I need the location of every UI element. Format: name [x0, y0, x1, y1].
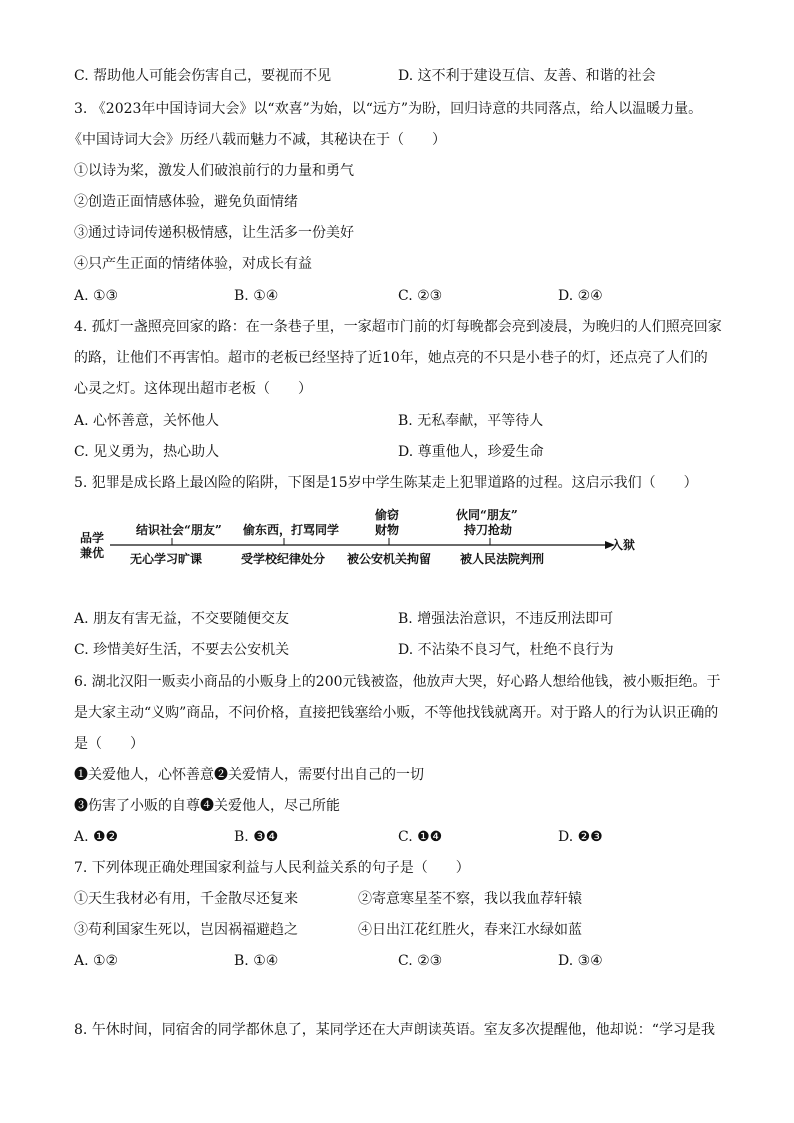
- q7-option-c: C. ②③: [398, 953, 443, 969]
- diagram-start-line1: 品学: [80, 531, 105, 545]
- q7-option-d: D. ③④: [558, 953, 603, 969]
- diagram-bottom-label-3: 被公安机关拘留: [347, 552, 432, 566]
- q4-option-a: A. 心怀善意，关怀他人: [74, 413, 220, 429]
- q5-option-b: B. 增强法治意识，不违反刑法即可: [398, 611, 614, 627]
- q5-option-c: C. 珍惜美好生活，不要去公安机关: [74, 642, 290, 658]
- q4-stem-line3: 心灵之灯。这体现出超市老板（ ）: [74, 381, 312, 397]
- q3-option-a: A. ①③: [74, 288, 119, 304]
- q8-stem-line1: 8. 午休时间，同宿舍的同学都休息了，某同学还在大声朗读英语。室友多次提醒他，他却说：“学习是我: [74, 1022, 715, 1038]
- q4-option-b: B. 无私奉献，平等待人: [398, 413, 544, 429]
- diagram-top-label-4a: 伙同“朋友”: [456, 508, 518, 522]
- q3-stem-line1: 3. 《2023年中国诗词大会》以“欢喜”为始，以“远方”为盼，回归诗意的共同落点，给人以温暖力量。: [74, 101, 703, 117]
- q4-stem-line2: 的路，让他们不再害怕。超市的老板已经坚持了近10年，她点亮的不只是小巷子的灯，还点亮了人们的: [74, 350, 708, 366]
- diagram-start-line2: 兼优: [80, 546, 105, 560]
- q3-item-4: ④只产生正面的情绪体验，对成长有益: [74, 256, 312, 272]
- q3-item-3: ③通过诗词传递积极情感，让生活多一份美好: [74, 225, 354, 241]
- diagram-top-label-2: 偷东西，打骂同学: [243, 523, 340, 537]
- q7-item-1: ①天生我材必有用，千金散尽还复来: [74, 891, 298, 907]
- diagram-end-label: 入狱: [611, 538, 636, 552]
- q6-items-line2: ❸伤害了小贩的自尊❹关爱他人，尽己所能: [74, 798, 340, 814]
- q5-option-a: A. 朋友有害无益，不交要随便交友: [74, 611, 290, 627]
- q6-option-c: C. ❶❹: [398, 829, 443, 845]
- diagram-bottom-label-4: 被人民法院判刑: [460, 552, 545, 566]
- q7-stem: 7. 下列体现正确处理国家利益与人民利益关系的句子是（ ）: [74, 860, 470, 876]
- q6-stem-line1: 6. 湖北汉阳一贩卖小商品的小贩身上的200元钱被盗，他放声大哭，好心路人想给他钱，被小贩拒绝。于: [74, 674, 721, 690]
- q5-option-d: D. 不沾染不良习气，杜绝不良行为: [398, 642, 614, 658]
- diagram-top-label-3a: 偷窃: [375, 508, 400, 522]
- q7-item-3: ③苟利国家生死以，岂因祸福避趋之: [74, 922, 298, 938]
- diagram-top-label-3b: 财物: [375, 523, 400, 537]
- q6-option-d: D. ❷❸: [558, 829, 603, 845]
- crime-path-diagram: [70, 505, 636, 575]
- q6-items-line1: ❶关爱他人，心怀善意❷关爱情人，需要付出自己的一切: [74, 767, 424, 783]
- q7-option-a: A. ①②: [74, 953, 119, 969]
- q7-item-4: ④日出江花红胜火，春来江水绿如蓝: [358, 922, 582, 938]
- diagram-top-label-1: 结识社会“朋友”: [136, 523, 222, 537]
- diagram-bottom-label-2: 受学校纪律处分: [241, 552, 326, 566]
- q3-item-1: ①以诗为桨，激发人们破浪前行的力量和勇气: [74, 163, 354, 179]
- q6-stem-line2: 是大家主动“义购”商品，不问价格，直接把钱塞给小贩，不等他找钱就离开。对于路人的行为认识正确的: [74, 705, 719, 721]
- q5-stem: 5. 犯罪是成长路上最凶险的陷阱，下图是15岁中学生陈某走上犯罪道路的过程。这启示我们（ ）: [74, 475, 698, 491]
- q4-option-d: D. 尊重他人，珍爱生命: [398, 444, 544, 460]
- q2-option-d: D. 这不利于建设互信、友善、和谐的社会: [398, 68, 656, 84]
- q3-option-c: C. ②③: [398, 288, 443, 304]
- q3-option-d: D. ②④: [558, 288, 603, 304]
- diagram-top-label-4b: 持刀抢劫: [464, 523, 513, 537]
- q6-option-b: B. ❸❹: [234, 829, 279, 845]
- q4-option-c: C. 见义勇为，热心助人: [74, 444, 220, 460]
- q6-option-a: A. ❶❷: [74, 829, 119, 845]
- q3-item-2: ②创造正面情感体验，避免负面情绪: [74, 194, 298, 210]
- q7-item-2: ②寄意寒星荃不察，我以我血荐轩辕: [358, 891, 582, 907]
- q7-option-b: B. ①④: [234, 953, 279, 969]
- q4-stem-line1: 4. 孤灯一盏照亮回家的路：在一条巷子里，一家超市门前的灯每晚都会亮到凌晨，为晚归的人们照亮回家: [74, 319, 722, 335]
- q3-stem-line2: 《中国诗词大会》历经八载而魅力不减，其秘诀在于（ ）: [68, 132, 446, 148]
- q6-stem-line3: 是（ ）: [74, 736, 144, 752]
- q2-option-c: C. 帮助他人可能会伤害自己，要视而不见: [74, 68, 332, 84]
- diagram-bottom-label-1: 无心学习旷课: [130, 552, 203, 566]
- q3-option-b: B. ①④: [234, 288, 279, 304]
